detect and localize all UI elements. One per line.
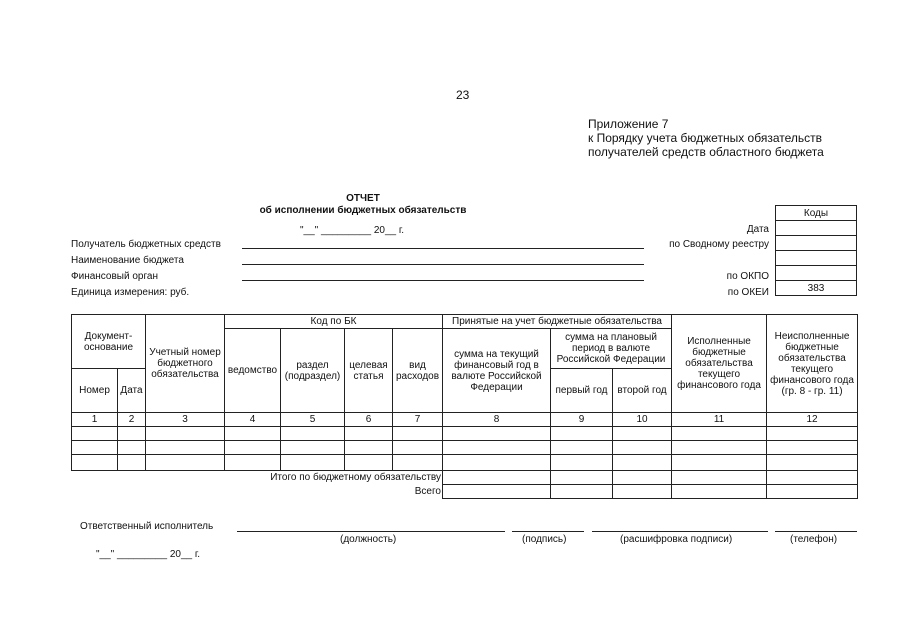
col-num: 9 [551, 413, 613, 427]
col-num: 1 [72, 413, 118, 427]
budget-name-field[interactable] [242, 264, 644, 265]
th-current-sum: сумма на текущий финансовый год в валюте Российской Федерации [443, 329, 551, 413]
fin-org-field[interactable] [242, 280, 644, 281]
th-accepted: Принятые на учет бюджетные обязательства [443, 315, 672, 329]
total-obligation-cell[interactable] [613, 471, 672, 485]
col-num: 12 [767, 413, 858, 427]
decoding-field[interactable] [592, 531, 768, 532]
position-field[interactable] [237, 531, 505, 532]
total-all-row [72, 485, 858, 499]
total-obligation-cell[interactable] [443, 471, 551, 485]
col-num: 6 [345, 413, 393, 427]
total-all-cell[interactable] [551, 485, 613, 499]
appendix-note [588, 117, 824, 159]
col-num: 8 [443, 413, 551, 427]
sign-field[interactable] [512, 531, 584, 532]
empty-code-cell[interactable] [776, 251, 857, 266]
okei-code-label: по ОКЕИ [727, 287, 769, 298]
col-num: 7 [393, 413, 443, 427]
th-first-year: первый год [551, 369, 613, 413]
recipient-label: Получатель бюджетных средств [71, 239, 221, 250]
codes-header: Коды [776, 206, 857, 221]
obligations-table [71, 314, 858, 499]
th-unexecuted: Неисполненные бюджетные обязательства текущего финансового года (гр. 8 - гр. 11) [767, 315, 858, 413]
col-num: 4 [225, 413, 281, 427]
total-all-cell[interactable] [672, 485, 767, 499]
th-number: Номер [72, 369, 118, 413]
col-num: 3 [146, 413, 225, 427]
codes-box [775, 205, 857, 296]
unit-label: Единица измерения: руб. [71, 287, 190, 298]
registry-code-label: по Сводному реестру [669, 239, 769, 250]
th-plan-sum: сумма на плановый период в валюте Российской Федерации [551, 329, 672, 369]
th-target: целевая статья [345, 329, 393, 413]
th-expense-type: вид расходов [393, 329, 443, 413]
col-num: 11 [672, 413, 767, 427]
appendix-line-2: к Порядку учета бюджетных обязательств [588, 131, 822, 145]
position-caption: (должность) [340, 534, 397, 545]
responsible-label: Ответственный исполнитель [80, 521, 214, 532]
total-all-cell[interactable] [613, 485, 672, 499]
okpo-code-cell[interactable] [776, 266, 857, 281]
date-code-cell[interactable] [776, 221, 857, 236]
phone-field[interactable] [775, 531, 857, 532]
col-num: 10 [613, 413, 672, 427]
table-row[interactable] [72, 427, 858, 441]
okpo-code-label: по ОКПО [726, 271, 769, 282]
th-doc-basis: Документ-основание [72, 315, 146, 369]
table-row[interactable] [72, 455, 858, 471]
report-title-sub: об исполнении бюджетных обязательств [259, 205, 467, 216]
total-obligation-row [72, 471, 858, 485]
total-obligation-label: Итого по бюджетному обязательству [270, 472, 441, 484]
th-date: Дата [118, 369, 146, 413]
th-executed: Исполненные бюджетные обязательства текущего финансового года [672, 315, 767, 413]
budget-name-label: Наименование бюджета [71, 255, 184, 266]
appendix-line-3: получателей средств областного бюджета [588, 145, 824, 159]
th-section: раздел (подраздел) [281, 329, 345, 413]
th-account-number: Учетный номер бюджетного обязательства [146, 315, 225, 413]
report-date[interactable]: "__" _________ 20__ г. [300, 225, 405, 236]
th-department: ведомство [225, 329, 281, 413]
fin-org-label: Финансовый орган [71, 271, 158, 282]
decoding-caption: (расшифровка подписи) [620, 534, 733, 545]
sign-caption: (подпись) [522, 534, 567, 545]
registry-code-cell[interactable] [776, 236, 857, 251]
okei-code-cell: 383 [776, 281, 857, 296]
report-title [240, 193, 486, 217]
page-number: 23 [456, 88, 470, 102]
col-num: 5 [281, 413, 345, 427]
total-obligation-cell[interactable] [551, 471, 613, 485]
total-obligation-cell[interactable] [767, 471, 858, 485]
report-title-main: ОТЧЕТ [346, 193, 380, 204]
table-row[interactable] [72, 441, 858, 455]
date-code-label: Дата [746, 224, 769, 235]
col-num: 2 [118, 413, 146, 427]
column-numbers-row [72, 413, 858, 427]
total-obligation-cell[interactable] [672, 471, 767, 485]
signature-date[interactable]: "__" _________ 20__ г. [96, 549, 201, 560]
th-kbk: Код по БК [225, 315, 443, 329]
recipient-field[interactable] [242, 248, 644, 249]
phone-caption: (телефон) [790, 534, 838, 545]
total-all-label: Всего [414, 486, 441, 497]
appendix-line-1: Приложение 7 [588, 117, 669, 131]
th-second-year: второй год [613, 369, 672, 413]
total-all-cell[interactable] [443, 485, 551, 499]
total-all-cell[interactable] [767, 485, 858, 499]
